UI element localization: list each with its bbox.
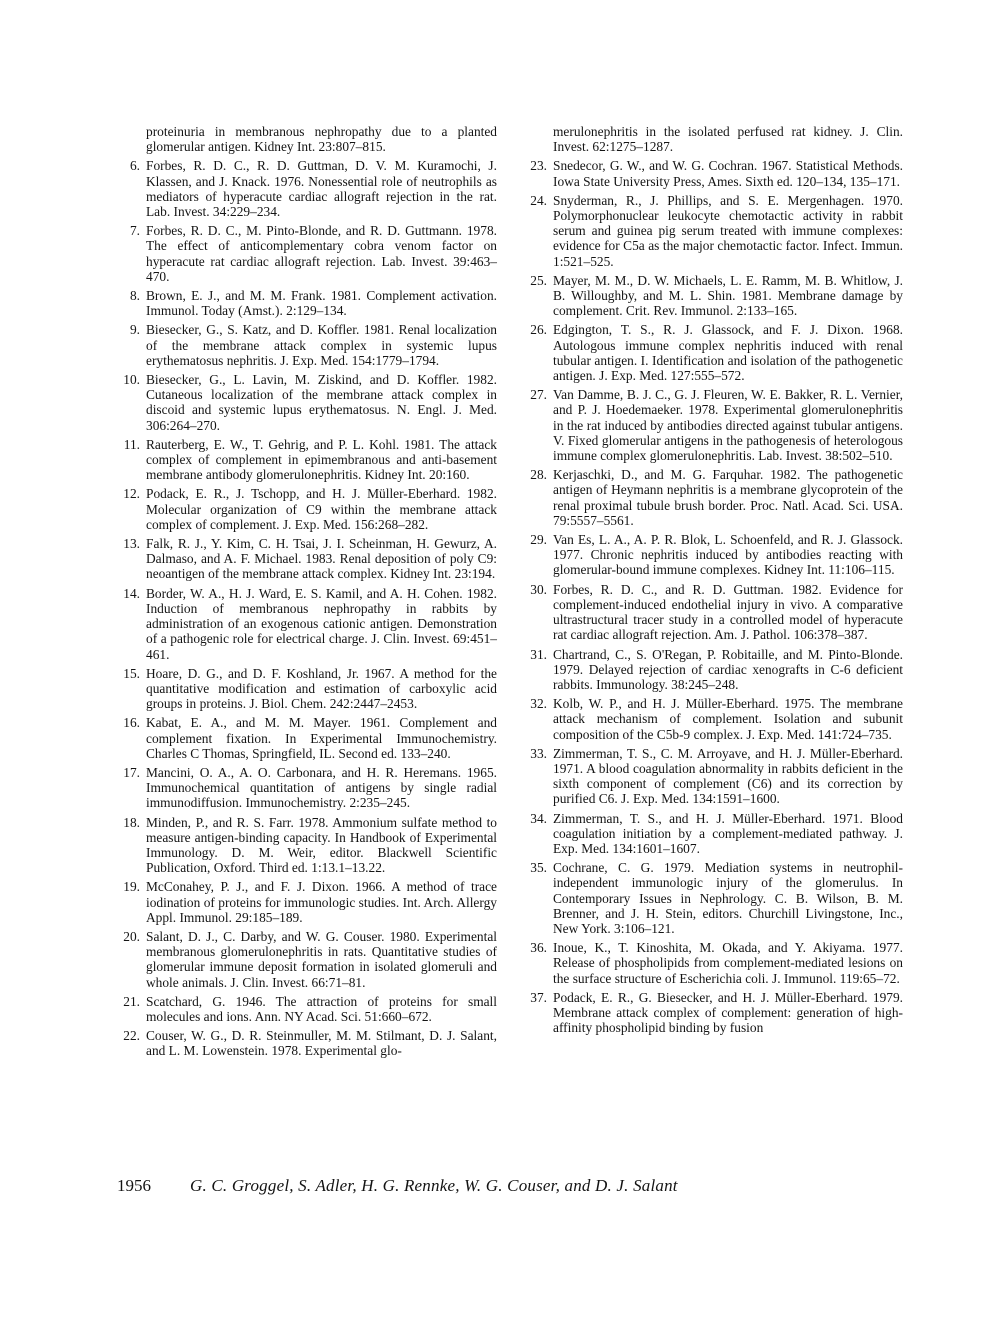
reference-text: Van Damme, B. J. C., G. J. Fleuren, W. E. Bakker, R. L. Vernier, and P. J. Hoedemaeker. 1978. Experimental glomerulonephritis in the rat induced by antibodies directed against tubular antigens. V. Fixed glomerular antigens in the pathogenesis of heterologous immune complex glomerulonephritis. Lab. Invest. 38:502–510. [553, 387, 903, 464]
reference-text: McConahey, P. J., and F. J. Dixon. 1966. A method of trace iodination of proteins for immunologic studies. Int. Arch. Allergy Appl. Immunol. 29:185–189. [146, 879, 497, 925]
reference-number: 30. [530, 581, 547, 597]
reference-text: Mayer, M. M., D. W. Michaels, L. E. Ramm, M. B. Whitlow, J. B. Willoughby, and M. L. Shin. 1981. Membrane damage by complement. Crit. Rev. Immunol. 2:133–165. [553, 272, 903, 319]
reference-text: merulonephritis in the isolated perfused rat kidney. J. Clin. Invest. 62:1275–1287. [553, 124, 903, 155]
reference-column-left [116, 124, 497, 1063]
reference-entry [523, 124, 903, 154]
reference-text: Inoue, K., T. Kinoshita, M. Okada, and Y. Akiyama. 1977. Release of phospholipids from complement-mediated lesions on the surface structure of Escherichia coli. J. Immunol. 119:65–72. [553, 940, 903, 986]
reference-text: proteinuria in membranous nephropathy due to a planted glomerular antigen. Kidney Int. 23:807–815. [146, 124, 497, 155]
reference-entry [116, 715, 497, 761]
reference-number: 12. [123, 486, 140, 502]
reference-entry [523, 940, 903, 986]
reference-text: Mancini, O. A., A. O. Carbonara, and H. R. Heremans. 1965. Immunochemical quantitation of antigens by single radial immunodiffusion. Immunochemistry. 2:235–245. [146, 764, 497, 811]
running-footer-authors: G. C. Groggel, S. Adler, H. G. Rennke, W. G. Couser, and D. J. Salant [190, 1176, 678, 1195]
reference-entry [116, 536, 497, 582]
reference-text: Biesecker, G., S. Katz, and D. Koffler. 1981. Renal localization of the membrane attack complex in systemic lupus erythematosus nephritis. J. Exp. Med. 154:1779–1794. [146, 322, 497, 368]
reference-number: 20. [123, 928, 140, 944]
reference-entry [116, 223, 497, 284]
reference-text: Kerjaschki, D., and M. G. Farquhar. 1982. The pathogenetic antigen of Heymann nephritis is a membrane glycoprotein of the renal proximal tubule brush border. Proc. Natl. Acad. Sci. USA. 79:5557–5561. [553, 467, 903, 528]
reference-entry [116, 879, 497, 925]
reference-text: Van Es, L. A., A. P. R. Blok, L. Schoenfeld, and R. J. Glassock. 1977. Chronic nephritis induced by antibodies reacting with glomerular-bound immune complexes. Kidney Int. 11:106–115. [553, 532, 903, 578]
reference-number: 8. [129, 288, 140, 304]
reference-number: 23. [530, 158, 547, 174]
reference-entry [116, 437, 497, 483]
reference-entry [116, 372, 497, 433]
reference-number: 27. [530, 387, 547, 403]
reference-entry [116, 765, 497, 811]
reference-text: Hoare, D. G., and D. F. Koshland, Jr. 1967. A method for the quantitative modification and estimation of carboxylic acid groups in proteins. J. Biol. Chem. 242:2447–2453. [146, 665, 497, 712]
reference-text: Edgington, T. S., R. J. Glassock, and F. J. Dixon. 1968. Autologous immune complex nephritis induced with renal tubular antigen. I. Identification and isolation of the pathogenetic antigen. J. Exp. Med. 127:555–572. [553, 322, 903, 384]
reference-text: Podack, E. R., J. Tschopp, and H. J. Müller-Eberhard. 1982. Molecular organization of C9 within the membrane attack complex of complement. J. Exp. Med. 156:268–282. [146, 486, 497, 532]
reference-entry [523, 860, 903, 936]
reference-text: Zimmerman, T. S., and H. J. Müller-Eberhard. 1971. Blood coagulation initiation by a complement-mediated pathway. J. Exp. Med. 134:1601–1607. [553, 810, 903, 856]
reference-text: Podack, E. R., G. Biesecker, and H. J. Müller-Eberhard. 1979. Membrane attack complex of complement: generation of high-affinity phospholipid binding by fusion [553, 989, 903, 1036]
page-number: 1956 [117, 1176, 151, 1195]
reference-text: Biesecker, G., L. Lavin, M. Ziskind, and D. Koffler. 1982. Cutaneous localization of the membrane attack complex in discoid and systemic lupus erythematosus. N. Engl. J. Med. 306:264–270. [146, 372, 497, 433]
reference-number: 34. [530, 810, 547, 826]
reference-number: 32. [530, 696, 547, 712]
reference-text: Scatchard, G. 1946. The attraction of proteins for small molecules and ions. Ann. NY Acad. Sci. 51:660–672. [146, 993, 497, 1024]
reference-number: 14. [123, 585, 140, 601]
reference-entry [523, 811, 903, 857]
reference-number: 17. [123, 764, 140, 780]
reference-number: 24. [530, 192, 547, 208]
reference-entry [116, 1028, 497, 1058]
reference-number: 36. [530, 940, 547, 956]
reference-entry [523, 193, 903, 269]
reference-number: 21. [123, 993, 140, 1009]
reference-number: 28. [530, 467, 547, 483]
reference-text: Forbes, R. D. C., and R. D. Guttman. 1982. Evidence for complement-induced endothelial injury in vivo. A comparative ultrastructural tracer study in a controlled model of hyperacute rat cardiac allograft rejection. Am. J. Pathol. 106:378–387. [553, 581, 903, 643]
reference-text: Brown, E. J., and M. M. Frank. 1981. Complement activation. Immunol. Today (Amst.). 2:129–134. [146, 288, 497, 319]
reference-number: 18. [123, 814, 140, 830]
reference-entry [523, 990, 903, 1036]
reference-entry [116, 815, 497, 876]
reference-number: 15. [123, 665, 140, 681]
reference-text: Rauterberg, E. W., T. Gehrig, and P. L. Kohl. 1981. The attack complex of complement in epimembranous and anti-basement membrane antibody glomerulonephritis. Kidney Int. 20:160. [146, 436, 497, 483]
reference-number: 10. [123, 372, 140, 388]
reference-entry [523, 467, 903, 528]
reference-entry [116, 322, 497, 368]
reference-text: Snyderman, R., J. Phillips, and S. E. Mergenhagen. 1970. Polymorphonuclear leukocyte chemotactic activity in rabbit serum and guinea pig serum treated with immune complexes: evidence for C5a as the major chemotactic factor. Infect. Immun. 1:521–525. [553, 192, 903, 269]
reference-number: 35. [530, 860, 547, 876]
reference-number: 29. [530, 532, 547, 548]
reference-entry [116, 288, 497, 318]
reference-text: Snedecor, G. W., and W. G. Cochran. 1967. Statistical Methods. Iowa State University Press, Ames. Sixth ed. 120–134, 135–171. [553, 158, 903, 189]
reference-number: 33. [530, 745, 547, 761]
reference-entry [523, 387, 903, 463]
reference-entry [116, 994, 497, 1024]
reference-entry [116, 124, 497, 154]
reference-entry [523, 273, 903, 319]
reference-text: Forbes, R. D. C., R. D. Guttman, D. V. M. Kuramochi, J. Klassen, and J. Knack. 1976. Nonessential role of neutrophils as mediators of hyperacute cardiac allograft rejection in the rat. Lab. Invest. 34:229–234. [146, 158, 497, 220]
reference-entry [116, 666, 497, 712]
reference-entry [116, 586, 497, 662]
reference-text: Kolb, W. P., and H. J. Müller-Eberhard. 1975. The membrane attack mechanism of complement. Isolation and subunit composition of the C5b-9 complex. J. Exp. Med. 141:724–735. [553, 696, 903, 742]
reference-number: 19. [123, 879, 140, 895]
reference-number: 6. [129, 158, 140, 174]
reference-entry [116, 158, 497, 219]
reference-column-right [523, 124, 903, 1039]
reference-text: Cochrane, C. G. 1979. Mediation systems in neutrophil-independent immunologic injury of the glomerulus. In Contemporary Issues in Nephrology. C. B. Wilson, B. M. Brenner, and J. H. Stein, editors. Churchill Livingstone, Inc., New York. 3:106–121. [553, 860, 903, 936]
reference-entry [116, 929, 497, 990]
reference-number: 16. [123, 715, 140, 731]
reference-number: 25. [530, 272, 547, 288]
reference-entry [523, 647, 903, 693]
reference-text: Minden, P., and R. S. Farr. 1978. Ammonium sulfate method to measure antigen-binding capacity. In Handbook of Experimental Immunology. D. M. Weir, editor. Blackwell Scientific Publication, Oxford. Third ed. 1:13.1–13.22. [146, 814, 497, 876]
reference-entry [523, 582, 903, 643]
reference-entry [523, 532, 903, 578]
reference-entry [523, 746, 903, 807]
reference-number: 7. [129, 223, 140, 239]
reference-text: Falk, R. J., Y. Kim, C. H. Tsai, J. I. Scheinman, H. Gewurz, A. Dalmaso, and A. F. Michael. 1983. Renal deposition of poly C9: neoantigen of the membrane attack complex. Kidney Int. 23:194. [146, 536, 497, 582]
reference-number: 31. [530, 646, 547, 662]
reference-number: 9. [129, 322, 140, 338]
reference-text: Zimmerman, T. S., C. M. Arroyave, and H. J. Müller-Eberhard. 1971. A blood coagulation abnormality in rabbits deficient in the sixth component of complement (C6) and its correction by purified C6. J. Exp. Med. 134:1591–1600. [553, 745, 903, 807]
reference-text: Forbes, R. D. C., M. Pinto-Blonde, and R. D. Guttmann. 1978. The effect of anticomplementary cobra venom factor on hyperacute rat cardiac allograft rejection. Lab. Invest. 39:463–470. [146, 223, 497, 284]
reference-text: Chartrand, C., S. O'Regan, P. Robitaille, and M. Pinto-Blonde. 1979. Delayed rejection of cardiac xenografts in C-6 deficient rabbits. Immunology. 38:245–248. [553, 646, 903, 692]
reference-number: 37. [530, 989, 547, 1005]
reference-number: 13. [123, 536, 140, 552]
reference-number: 22. [123, 1028, 140, 1044]
reference-text: Border, W. A., H. J. Ward, E. S. Kamil, and A. H. Cohen. 1982. Induction of membranous nephropathy in rabbits by administration of an exogenous cationic antigen. Demonstration of a pathogenic role for electrical charge. J. Clin. Invest. 69:451–461. [146, 585, 497, 662]
reference-entry [523, 696, 903, 742]
reference-entry [116, 486, 497, 532]
reference-number: 11. [123, 436, 140, 452]
reference-entry [523, 322, 903, 383]
reference-number: 26. [530, 322, 547, 338]
reference-text: Kabat, E. A., and M. M. Mayer. 1961. Complement and complement fixation. In Experimental Immunochemistry. Charles C Thomas, Springfield, IL. Second ed. 133–240. [146, 715, 497, 761]
reference-entry [523, 158, 903, 188]
reference-text: Salant, D. J., C. Darby, and W. G. Couser. 1980. Experimental membranous glomerulonephritis in rats. Quantitative studies of glomerular immune deposit formation in isolated glomeruli and whole animals. J. Clin. Invest. 66:71–81. [146, 928, 497, 990]
reference-text: Couser, W. G., D. R. Steinmuller, M. M. Stilmant, D. J. Salant, and L. M. Lowenstein. 1978. Experimental glo- [146, 1028, 497, 1059]
